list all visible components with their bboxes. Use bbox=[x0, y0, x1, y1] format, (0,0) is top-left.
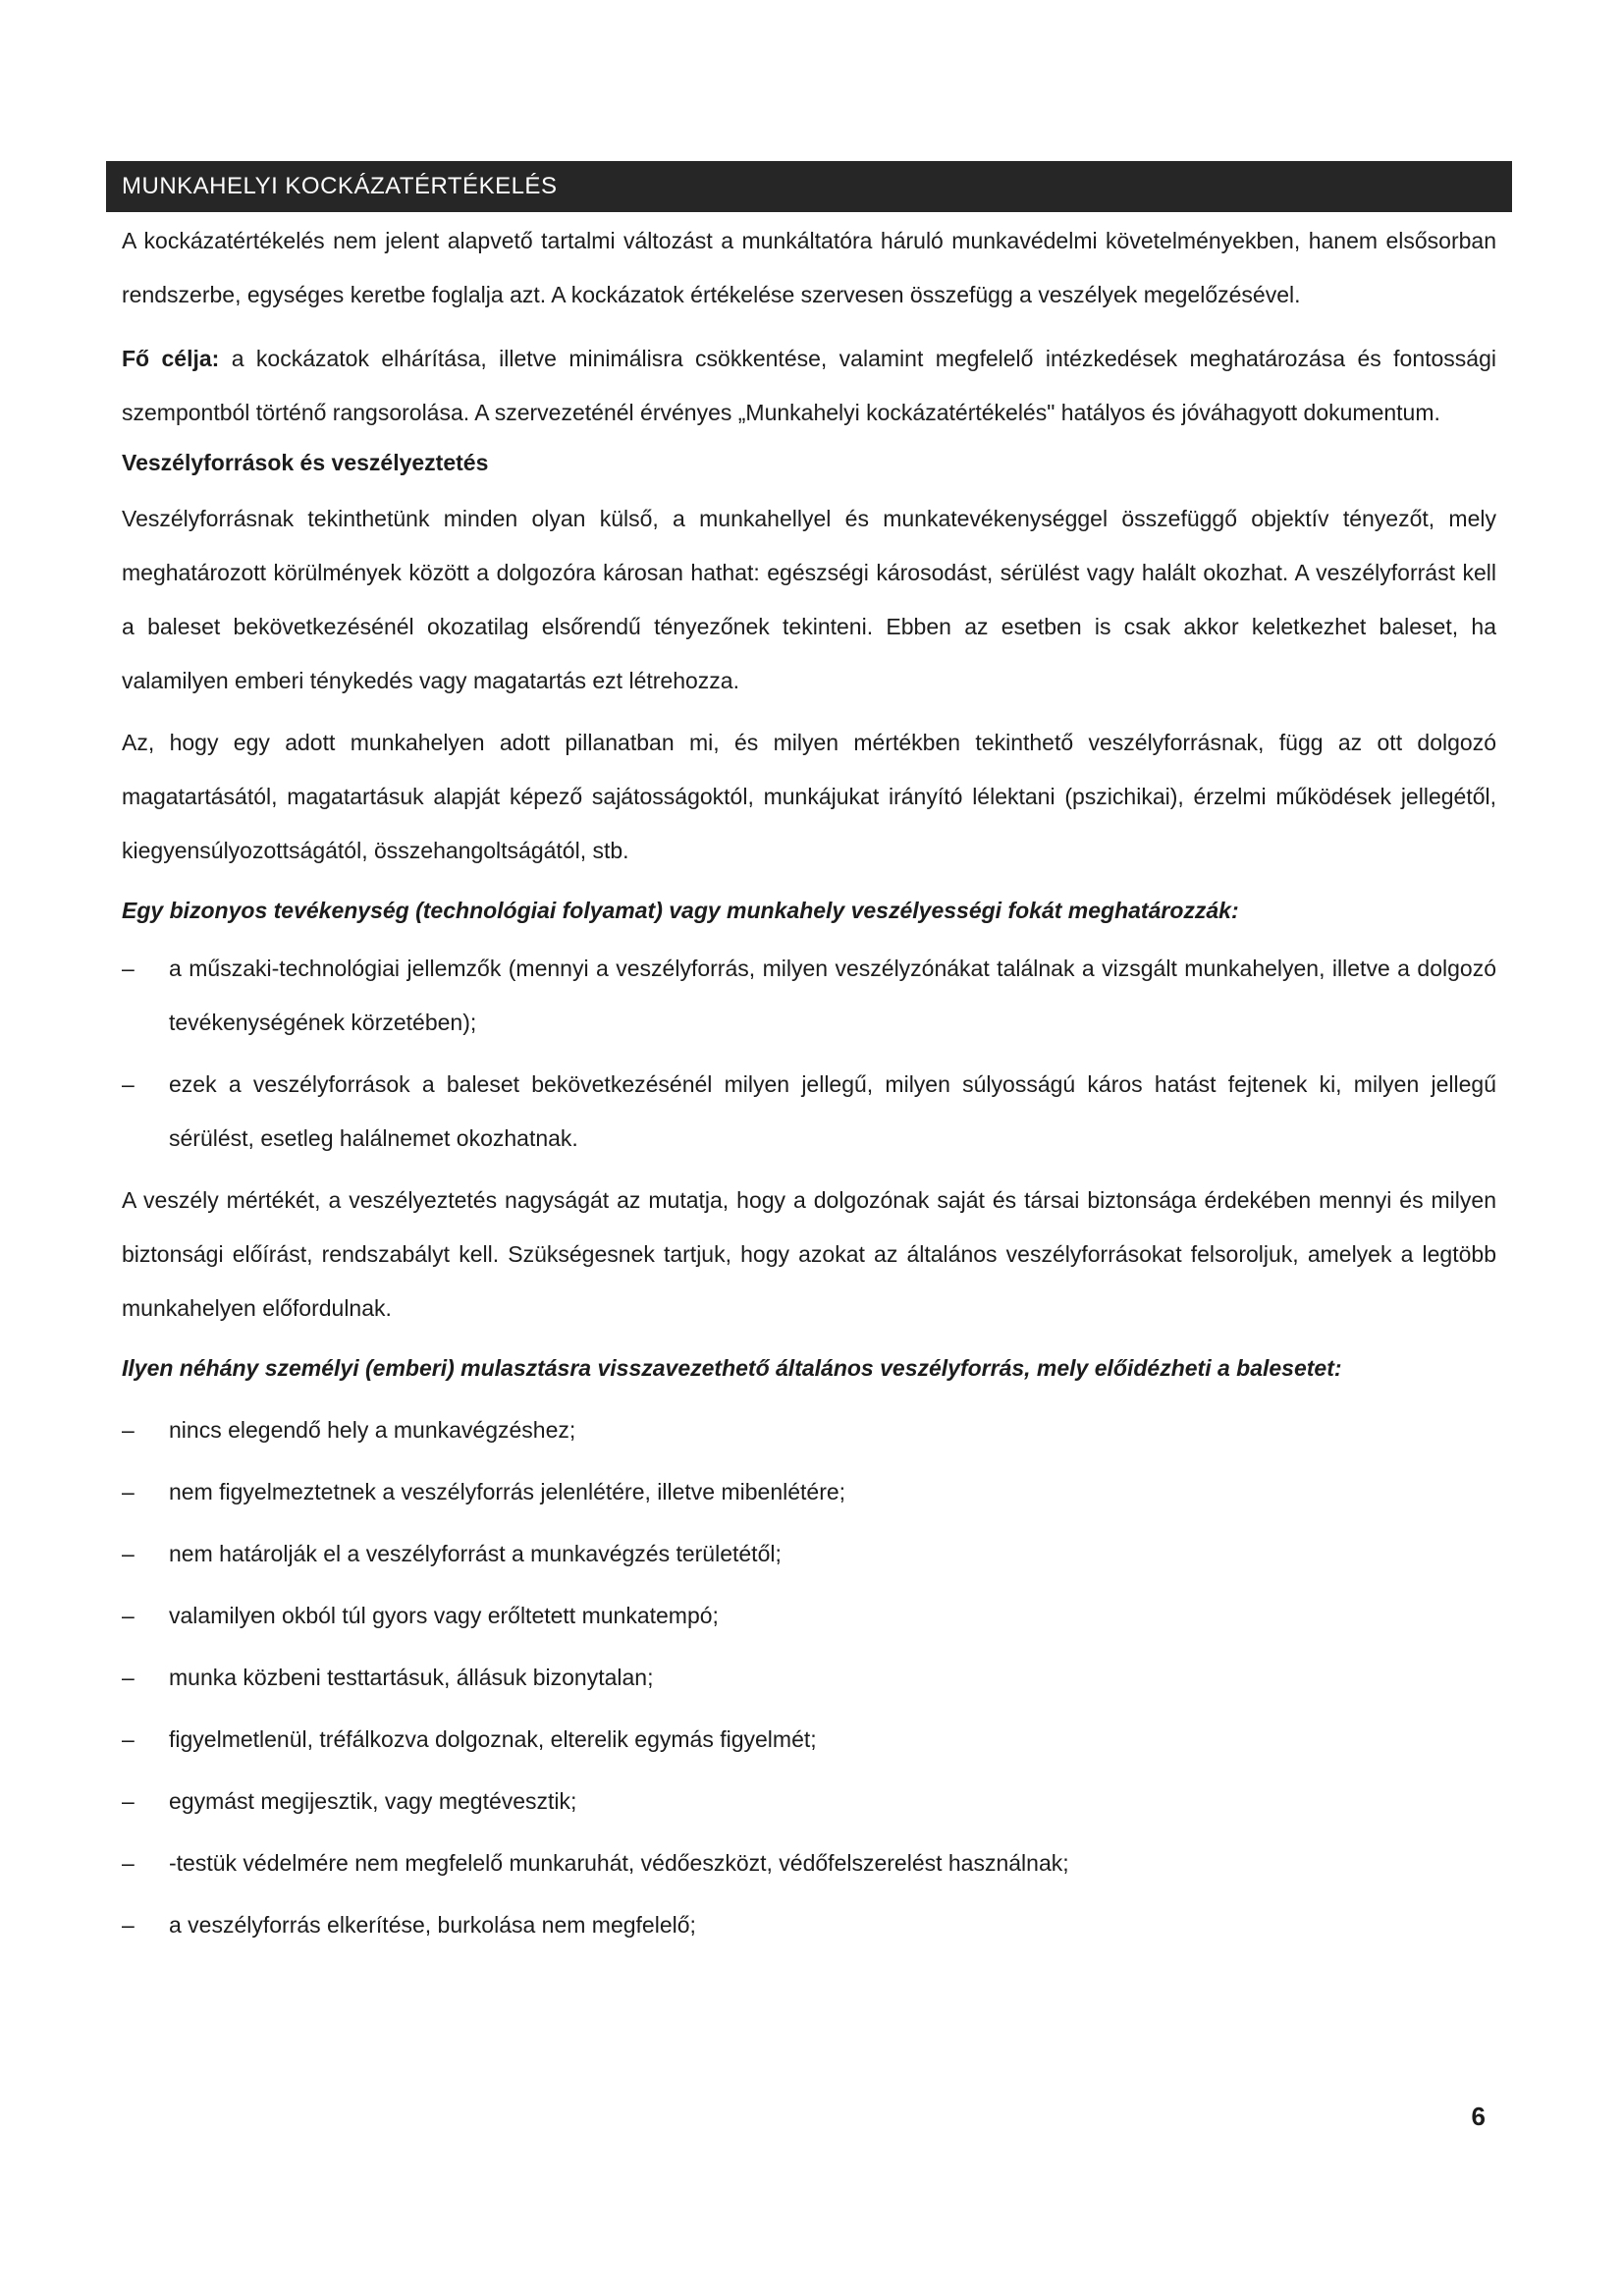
bullet-dash: – bbox=[122, 1726, 135, 1752]
list-item-text: a műszaki-technológiai jellemzők (mennyi a veszélyforrás, milyen veszélyzónákat találnak a vizsgált munkahelyen, illetve a dolgozó tevékenységének körzetében); bbox=[169, 956, 1496, 1035]
danger-level-heading: Egy bizonyos tevékenység (technológiai folyamat) vagy munkahely veszélyességi fokát meghatározzák: bbox=[122, 898, 1239, 923]
intro-paragraph: A kockázatértékelés nem jelent alapvető tartalmi változást a munkáltatóra háruló munkavédelmi követelményekben, hanem elsősorban rendszerbe, egységes keretbe foglalja azt. A kockázatok értékelése szervesen összefügg a veszélyek megelőzésével. bbox=[122, 228, 1496, 307]
list-item bbox=[122, 1898, 1496, 1952]
bullet-dash: – bbox=[122, 1071, 135, 1097]
list-item bbox=[122, 1058, 1496, 1166]
bullet-dash: – bbox=[122, 1541, 135, 1566]
main-goal-text: a kockázatok elhárítása, illetve minimálisra csökkentése, valamint megfelelő intézkedések meghatározása és fontossági szempontból történő rangsorolása. A szervezeténél érvényes „Munkahelyi kockázatértékelés" hatályos és jóváhagyott dokumentum. bbox=[122, 346, 1496, 425]
list-item bbox=[122, 1836, 1496, 1890]
main-goal-label: Fő célja: bbox=[122, 346, 220, 371]
page-number: 6 bbox=[1471, 2102, 1486, 2131]
list-item-text: munka közbeni testtartásuk, állásuk bizonytalan; bbox=[169, 1665, 654, 1690]
main-goal-paragraph bbox=[122, 332, 1496, 440]
section-title-bar: MUNKAHELYI KOCKÁZATÉRTÉKELÉS bbox=[106, 161, 1512, 212]
page-content bbox=[122, 214, 1496, 1952]
bullet-dash: – bbox=[122, 1788, 135, 1814]
list-item bbox=[122, 1527, 1496, 1581]
list-item bbox=[122, 1465, 1496, 1519]
list-item-text: nincs elegendő hely a munkavégzéshez; bbox=[169, 1417, 576, 1443]
list-item-text: valamilyen okból túl gyors vagy erőltetett munkatempó; bbox=[169, 1603, 719, 1628]
list-item-text: nem figyelmeztetnek a veszélyforrás jelenlétére, illetve mibenlétére; bbox=[169, 1479, 846, 1504]
list-item bbox=[122, 1589, 1496, 1643]
hazard-behavior-paragraph: Az, hogy egy adott munkahelyen adott pillanatban mi, és milyen mértékben tekinthető veszélyforrásnak, függ az ott dolgozó magatartásától, magatartásuk alapját képező sajátosságoktól, munkájukat irányító lélektani (pszichikai), érzelmi működések jellegétől, kiegyensúlyozottságától, összehangoltságától, stb. bbox=[122, 730, 1496, 863]
list-item bbox=[122, 1775, 1496, 1829]
hazard-sources-heading: Veszélyforrások és veszélyeztetés bbox=[122, 450, 489, 475]
list-item-text: figyelmetlenül, tréfálkozva dolgoznak, elterelik egymás figyelmét; bbox=[169, 1726, 817, 1752]
bullet-dash: – bbox=[122, 1603, 135, 1628]
list-item-text: nem határolják el a veszélyforrást a munkavégzés területétől; bbox=[169, 1541, 782, 1566]
bullet-dash: – bbox=[122, 1479, 135, 1504]
bullet-dash: – bbox=[122, 956, 135, 981]
danger-level-list bbox=[122, 942, 1496, 1166]
hazard-sources-paragraph: Veszélyforrásnak tekinthetünk minden olyan külső, a munkahellyel és munkatevékenységgel összefüggő objektív tényezőt, mely meghatározott körülmények között a dolgozóra károsan hathat: egészségi károsodást, sérülést vagy halált okozhat. A veszélyforrást kell a baleset bekövetkezésénél okozatilag elsőrendű tényezőnek tekinteni. Ebben az esetben is csak akkor keletkezhet baleset, ha valamilyen emberi ténykedés vagy magatartás ezt létrehozza. bbox=[122, 506, 1496, 693]
bullet-dash: – bbox=[122, 1417, 135, 1443]
list-item bbox=[122, 1403, 1496, 1457]
list-item-text: -testük védelmére nem megfelelő munkaruhát, védőeszközt, védőfelszerelést használnak; bbox=[169, 1850, 1069, 1876]
bullet-dash: – bbox=[122, 1665, 135, 1690]
personal-negligence-heading: Ilyen néhány személyi (emberi) mulasztásra visszavezethető általános veszélyforrás, mely előidézheti a balesetet: bbox=[122, 1355, 1342, 1381]
list-item bbox=[122, 1713, 1496, 1767]
list-item-text: a veszélyforrás elkerítése, burkolása nem megfelelő; bbox=[169, 1912, 696, 1938]
list-item-text: egymást megijesztik, vagy megtévesztik; bbox=[169, 1788, 577, 1814]
list-item bbox=[122, 1651, 1496, 1705]
personal-negligence-list bbox=[122, 1403, 1496, 1952]
list-item-text: ezek a veszélyforrások a baleset bekövetkezésénél milyen jellegű, milyen súlyosságú káros hatást fejtenek ki, milyen jellegű sérülést, esetleg halálnemet okozhatnak. bbox=[169, 1071, 1496, 1151]
list-item bbox=[122, 942, 1496, 1050]
bullet-dash: – bbox=[122, 1850, 135, 1876]
bullet-dash: – bbox=[122, 1912, 135, 1938]
danger-measure-paragraph: A veszély mértékét, a veszélyeztetés nagyságát az mutatja, hogy a dolgozónak saját és társai biztonsága érdekében mennyi és milyen biztonsági előírást, rendszabályt kell. Szükségesnek tartjuk, hogy azokat az általános veszélyforrásokat felsoroljuk, amelyek a legtöbb munkahelyen előfordulnak. bbox=[122, 1187, 1496, 1321]
